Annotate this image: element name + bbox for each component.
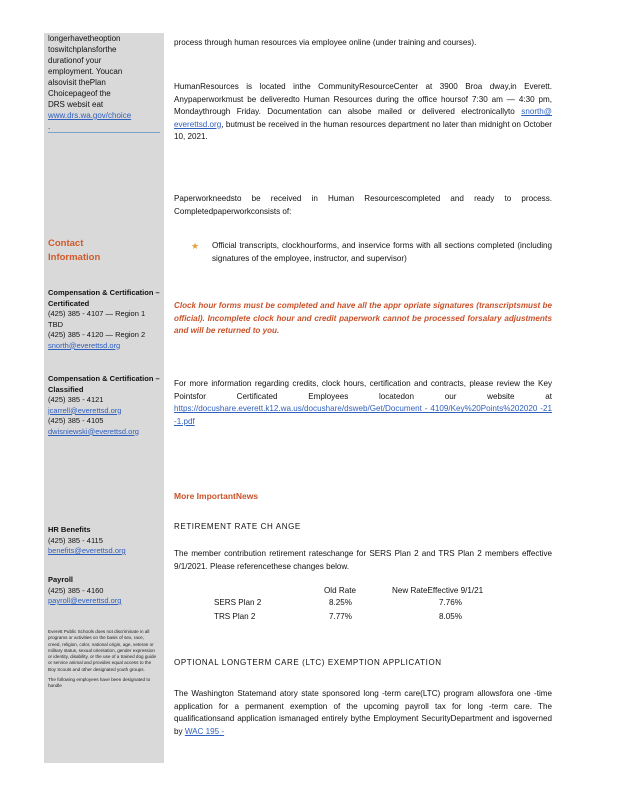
contact-email[interactable]: snorth@everettsd.org [48, 340, 121, 350]
sidebar-intro-line: longerhavetheoption [48, 34, 121, 43]
contact-heading-line-2: Information [48, 252, 101, 263]
col-new-rate: New RateEffective 9/1/21 [392, 586, 484, 595]
contact-email[interactable]: benefits@everettsd.org [48, 546, 126, 555]
retirement-heading: RETIREMENT RATE CH ANGE [174, 522, 301, 531]
retirement-text: The member contribution retirement rateschange for SERS Plan 2 and TRS Plan 2 members effective 9/1/2021. Please referencethese changes below. [174, 549, 552, 571]
contact-line: (425) 385 - 4105 [48, 416, 104, 425]
contact-head: Compensation & Certification – Certificated [48, 288, 160, 308]
sidebar-intro-tail: . [48, 121, 160, 133]
ltc-text [174, 688, 552, 738]
sidebar-intro-line: DRS websit eat [48, 100, 104, 109]
warning-paragraph: Clock hour forms must be completed and have all the appr opriate signatures (transcriptsmust be official). Incomplete clock hour and credit paperwork cannot be processed forsalary adjustments and will be returned to you. [174, 301, 552, 336]
ltc-heading: OPTIONAL LONGTERM CARE (LTC) EXEMPTION APPLICATION [174, 658, 442, 667]
rate-old: 8.25% [329, 598, 352, 607]
contact-benefits [48, 525, 160, 557]
wac-link[interactable]: WAC 195 - [184, 726, 225, 736]
contact-heading-line-1: Contact [48, 238, 84, 249]
contact-line: (425) 385 - 4121 [48, 395, 104, 404]
fine-print-2: The following employees have been designated to handle [48, 677, 151, 689]
rate-new: 7.76% [439, 598, 462, 607]
col-old-rate: Old Rate [324, 586, 356, 595]
contact-line: (425) 385 - 4115 [48, 535, 103, 545]
contact-classified [48, 374, 160, 437]
more-info-text: For more information regarding credits, clock hours, certification and contracts, please review the Key Pointsfor Certificated Employees locatedon our website at [174, 379, 552, 401]
paragraph-process: process through human resources via employee online (under training and courses). [174, 38, 477, 47]
location-tail: , butmust be received in the human resources department no later than midnight on October 10, 2021. [174, 119, 552, 142]
nondiscrimination-notice [48, 629, 158, 690]
email-link[interactable]: snorth@ everettsd.org [174, 107, 552, 129]
contact-email[interactable]: jcarrell@everettsd.org [48, 405, 122, 415]
rate-table [174, 586, 552, 626]
contact-email[interactable]: dwisniewski@everettsd.org [48, 426, 139, 436]
contact-payroll [48, 575, 160, 607]
contact-line: (425) 385 - 4160 [48, 585, 104, 595]
paragraph-paperwork: Paperworkneedsto be received in Human Resourcescompleted and ready to process. Completedpaperworkconsists of: [174, 194, 552, 216]
rate-old: 7.77% [329, 612, 352, 621]
key-points-link[interactable]: https://docushare.everett.k12.wa.us/docushare/dsweb/Get/Document - 4109/Key%20Points%202020 -21 -1.pdf [174, 404, 552, 426]
more-news-heading: More ImportantNews [174, 491, 259, 501]
paragraph-location [174, 81, 552, 144]
location-text: HumanResources is located inthe CommunityResourceCenter at 3900 Broa dway,in Everett. Anypaperworkmust be deliveredto Human Resources during the office hoursof 7:30 am — 4:30 pm, Mondaythrough Friday. Documentation can alsobe mailed or delivered electronicallyto [174, 82, 552, 117]
contact-heading [48, 237, 100, 265]
sidebar-intro-line: employment. Youcan [48, 67, 123, 76]
bullet-star-icon: ★ [191, 241, 200, 251]
drs-choice-link[interactable]: www.drs.wa.gov/choice [48, 111, 132, 120]
contact-head: Payroll [48, 575, 74, 584]
sidebar-intro [48, 33, 160, 133]
fine-print: Everett Public Schools does not discriminate in all programs or activities on the basis of sex, race, creed, religion, color, national origin, age, veteran or military status, sexual orientation, gender expression or identity, disability, or the use of a trained dog guide or service animal and provides equal access to the Boy Scouts and other designated youth groups. [48, 629, 157, 672]
contact-email[interactable]: payroll@everettsd.org [48, 596, 122, 605]
ltc-body: The Washington Statemand atory state sponsored long -term care(LTC) program allowsfora one -time application for a permanent exemption of the upcoming payroll tax for long -term care. The qualificationsand application ismanaged entirely bythe Employment SecurityDepartment and isgoverned by [174, 689, 552, 736]
contact-cert [48, 288, 160, 351]
sidebar [44, 33, 164, 763]
bullet-text: Official transcripts, clockhourforms, and inservice forms with all sections completed (including signatures of the employee, instructor, and supervisor) [212, 241, 552, 263]
contact-line: (425) 385 - 4107 — Region 1 [48, 309, 146, 318]
paragraph-more-info [174, 378, 552, 428]
sidebar-intro-line: toswitchplansforthe [48, 45, 117, 54]
contact-head: HR Benefits [48, 525, 91, 534]
rate-new: 8.05% [439, 612, 462, 621]
sidebar-intro-line: alsovisit thePlan [48, 78, 106, 87]
rate-plan: SERS Plan 2 [214, 598, 262, 607]
contact-line: TBD [48, 319, 63, 329]
rate-plan: TRS Plan 2 [214, 612, 256, 621]
sidebar-intro-line: durationof your [48, 56, 102, 65]
contact-head: Compensation & Certification – Classified [48, 374, 160, 394]
sidebar-intro-line: Choicepageof the [48, 89, 111, 98]
contact-line: (425) 385 - 4120 — Region 2 [48, 330, 146, 339]
